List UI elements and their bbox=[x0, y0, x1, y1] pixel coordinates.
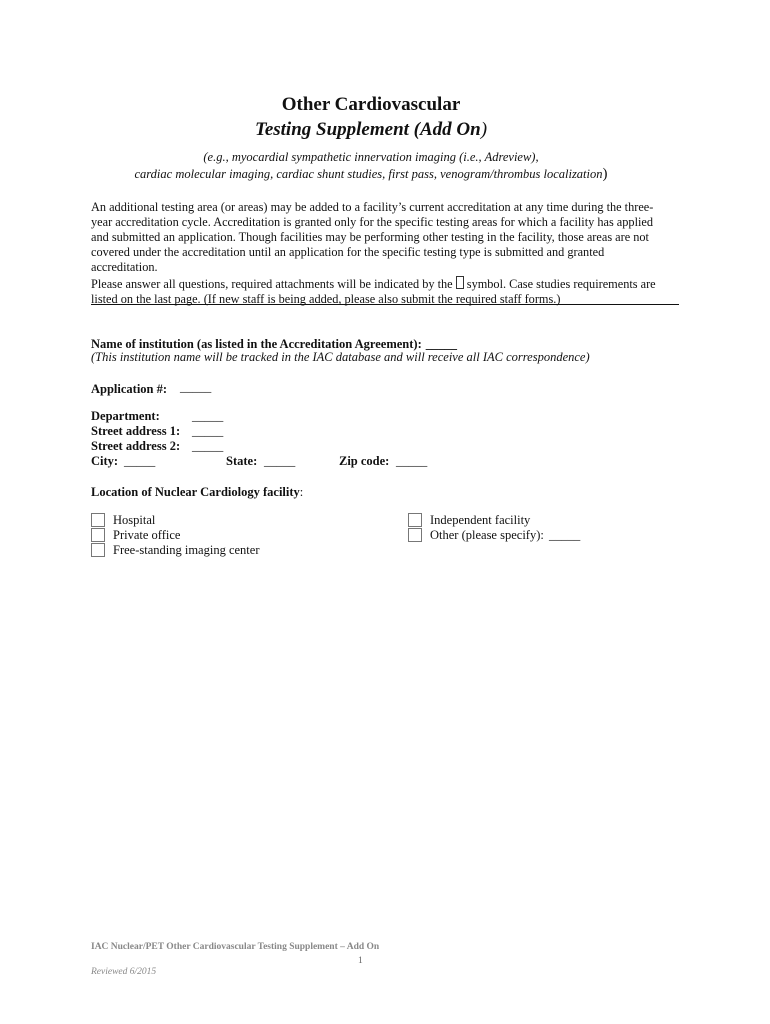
private-office-option-label: Private office bbox=[113, 528, 181, 542]
private-office-checkbox[interactable] bbox=[91, 528, 105, 542]
application-field[interactable]: _____ bbox=[180, 380, 212, 394]
street-address-2-label: Street address 2: bbox=[91, 439, 181, 453]
free-standing-center-option-label: Free-standing imaging center bbox=[113, 543, 260, 557]
street-address-1-label: Street address 1: bbox=[91, 424, 181, 438]
independent-facility-option-label: Independent facility bbox=[430, 513, 531, 527]
intro-line: and submitted an application. Though facilities may be performing other testing in the facility, those areas are not bbox=[91, 230, 649, 244]
zip-code-label: Zip code: bbox=[339, 454, 390, 468]
intro-line: year accreditation cycle. Accreditation is granted only for the specific testing areas for which a facility has applied bbox=[91, 215, 654, 229]
institution-field[interactable]: _____ bbox=[425, 337, 457, 351]
title-close-paren: ) bbox=[480, 119, 488, 140]
required-attachment-icon bbox=[456, 276, 464, 289]
institution-note: (This institution name will be tracked in the IAC database and will receive all IAC correspondence) bbox=[91, 350, 590, 364]
hospital-option-label: Hospital bbox=[113, 513, 156, 527]
intro-paragraph bbox=[91, 200, 681, 275]
title-line-2 bbox=[0, 119, 742, 141]
subtitle-line-1: (e.g., myocardial sympathetic innervation imaging (i.e., Adreview), bbox=[203, 150, 539, 164]
reviewed-date: Reviewed 6/2015 bbox=[91, 967, 157, 977]
department-label: Department: bbox=[91, 409, 160, 423]
application-label: Application #: bbox=[91, 382, 168, 396]
hospital-checkbox[interactable] bbox=[91, 513, 105, 527]
footer-title: IAC Nuclear/PET Other Cardiovascular Testing Supplement – Add On bbox=[91, 942, 380, 952]
other-checkbox[interactable] bbox=[408, 528, 422, 542]
instructions-post: symbol. Case studies requirements are bbox=[466, 277, 656, 291]
state-field[interactable]: _____ bbox=[264, 454, 296, 468]
subtitle-line-2 bbox=[0, 166, 742, 183]
zip-code-field[interactable]: _____ bbox=[396, 454, 428, 468]
subtitle-line-2-text: cardiac molecular imaging, cardiac shunt studies, first pass, venogram/thrombus localization bbox=[134, 167, 603, 181]
instructions-line-1 bbox=[91, 276, 681, 292]
state-label: State: bbox=[226, 454, 258, 468]
city-label: City: bbox=[91, 454, 119, 468]
title-line-1: Other Cardiovascular bbox=[281, 94, 461, 115]
other-option-label: Other (please specify): bbox=[430, 528, 544, 542]
page-number: 1 bbox=[358, 956, 363, 966]
department-field[interactable]: _____ bbox=[192, 409, 224, 423]
free-standing-center-checkbox[interactable] bbox=[91, 543, 105, 557]
section-divider bbox=[91, 304, 679, 305]
other-specify-field[interactable]: _____ bbox=[549, 528, 581, 542]
instructions-line-2: listed on the last page. (If new staff is being added, please also submit the required staff forms.) bbox=[91, 292, 561, 306]
location-colon: : bbox=[299, 485, 304, 499]
intro-line: accreditation. bbox=[91, 260, 158, 274]
city-field[interactable]: _____ bbox=[124, 454, 156, 468]
application-row bbox=[91, 380, 167, 398]
location-label: Location of Nuclear Cardiology facility bbox=[91, 485, 300, 499]
instructions-paragraph bbox=[91, 276, 681, 307]
institution-label: Name of institution (as listed in the Accreditation Agreement): bbox=[91, 337, 422, 351]
location-heading bbox=[91, 483, 303, 501]
subtitle-close-paren: ) bbox=[602, 166, 608, 182]
independent-facility-checkbox[interactable] bbox=[408, 513, 422, 527]
intro-line: covered under the accreditation until an application for the specific testing type is submitted and granted bbox=[91, 245, 605, 259]
title-line-2-text: Testing Supplement (Add On bbox=[254, 119, 481, 140]
street-address-1-field[interactable]: _____ bbox=[192, 424, 224, 438]
street-address-2-field[interactable]: _____ bbox=[192, 439, 224, 453]
intro-line: An additional testing area (or areas) may be added to a facility’s current accreditation at any time during the three- bbox=[91, 200, 654, 214]
instructions-pre: Please answer all questions, required attachments will be indicated by the bbox=[91, 277, 453, 291]
